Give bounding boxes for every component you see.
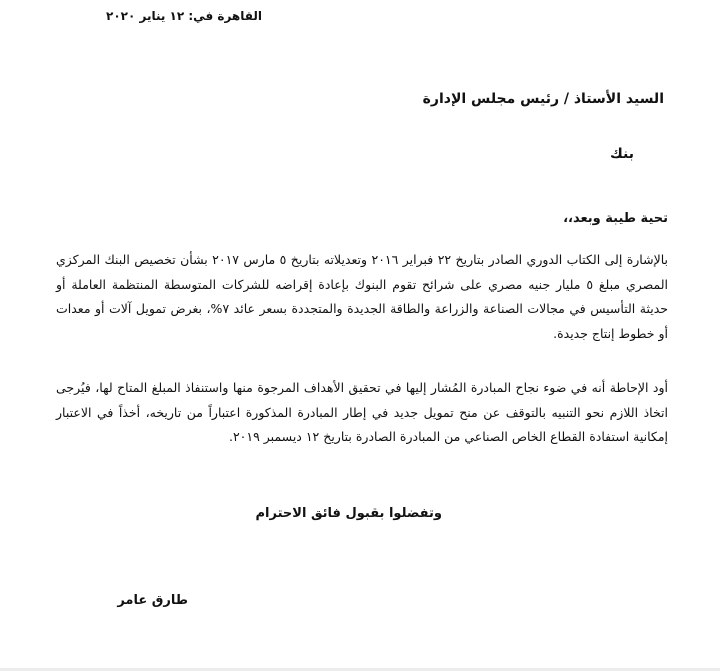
letter-addressee: السيد الأستاذ / رئيس مجلس الإدارة: [422, 91, 664, 107]
letter-greeting: تحية طيبة وبعد،،: [563, 211, 668, 226]
letter-paragraph: بالإشارة إلى الكتاب الدوري الصادر بتاريخ ٢٢ فبراير ٢٠١٦ وتعديلاته بتاريخ ٥ مارس ٢٠١٧ بشأن تخصيص البنك المركزي المصري مبلغ ٥ مليار جنيه مصري على شرائح تقوم البنوك بإعادة إقراضه للشركات المتوسطة المنتظمة العاملة أو حديثة التأسيس في مجالات الصناعة والزراعة والطاقة الجديدة والمتجددة بسعر عائد ٧%، بغرض تمويل آلات أو معدات أو خطوط إنتاج جديدة.: [56, 252, 669, 342]
letter-bank-name: بنك: [609, 146, 634, 162]
letter-paragraph: أود الإحاطة أنه في ضوء نجاح المبادرة المُشار إليها في تحقيق الأهداف المرجوة منها واستنفاذ المبلغ المتاح لها، فيُرجى اتخاذ اللازم نحو التنبيه بالتوقف عن منح تمويل جديد في إطار المبادرة المذكورة اعتباراً من تاريخه، أخذاً في الاعتبار إمكانية استفادة القطاع الخاص الصناعي من المبادرة الصادرة بتاريخ ١٢ ديسمبر ٢٠١٩.: [56, 380, 668, 445]
letter-closing: وتفضلوا بقبول فائق الاحترام: [255, 506, 442, 521]
letter-signature-name: طارق عامر: [117, 593, 188, 608]
letter-date: القاهرة في: ١٢ يناير ٢٠٢٠: [106, 9, 262, 23]
